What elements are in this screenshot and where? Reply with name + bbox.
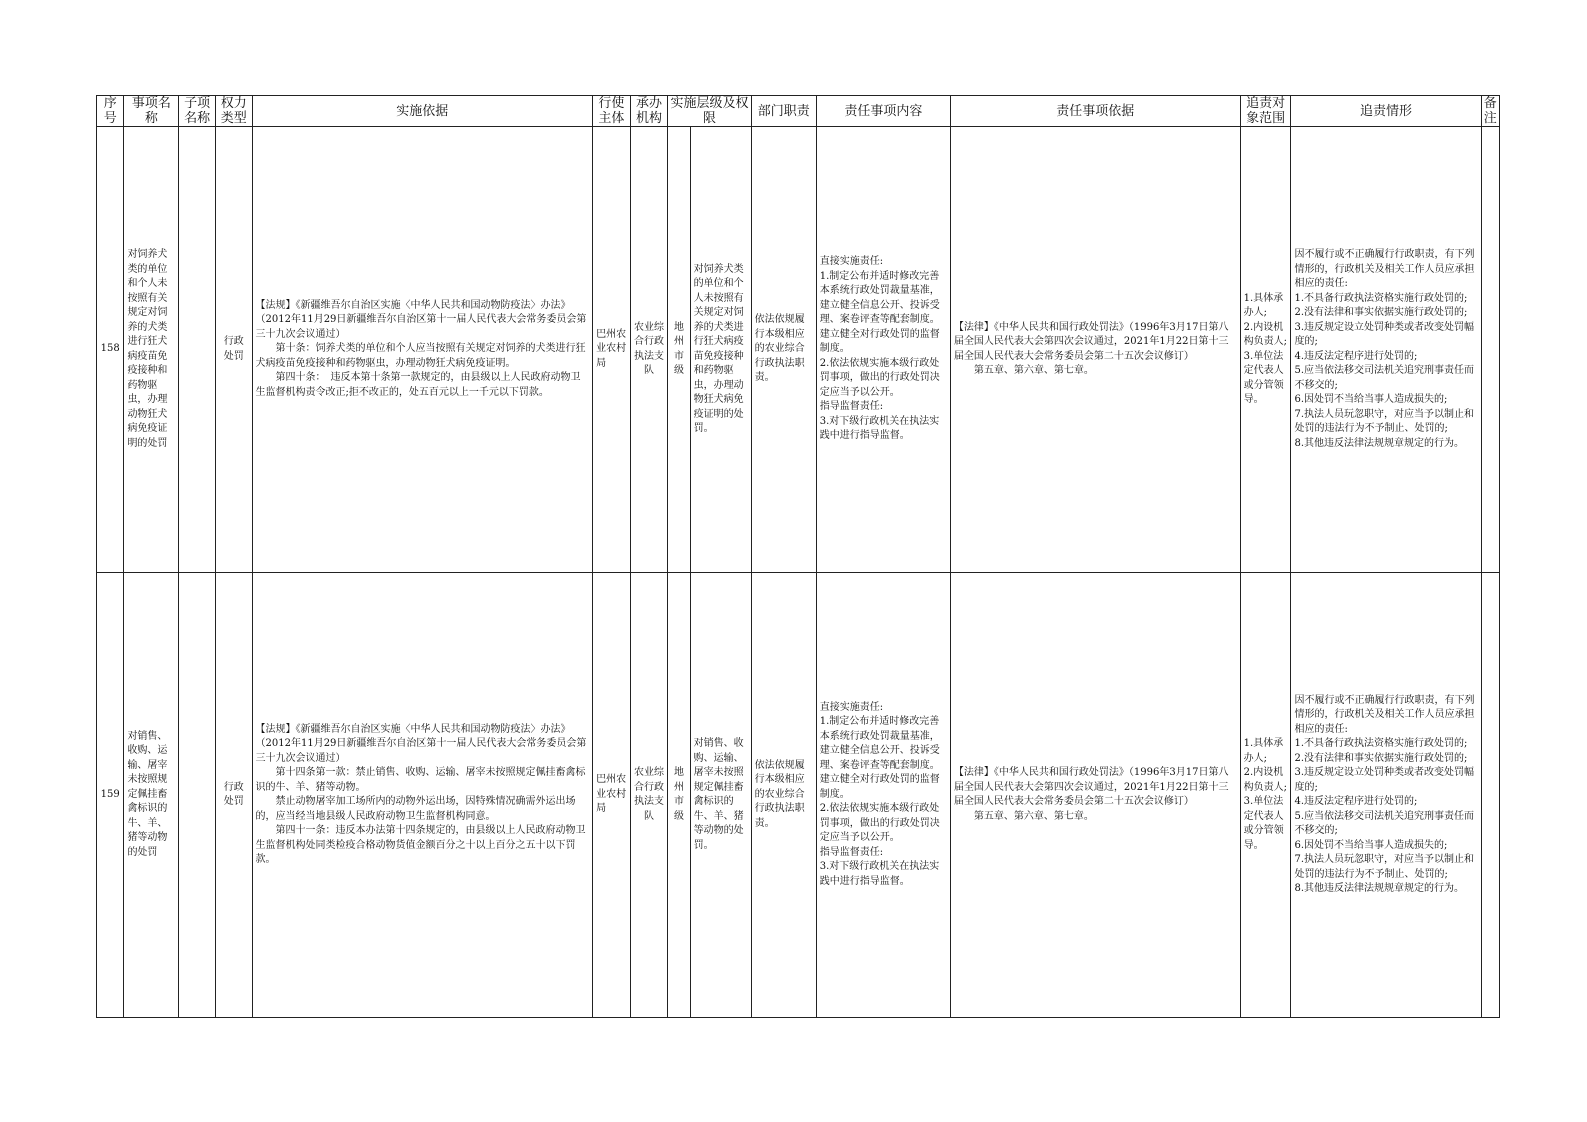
cell-item-name: 对饲养犬类的单位和个人未按照有关规定对饲养的犬类进行狂犬病疫苗免疫接种和药物驱虫，办理动物狂犬病免疫证明的处罚 (124, 127, 179, 573)
cell-item-name: 对销售、收购、运输、屠宰未按照规定佩挂畜禽标识的牛、羊、猪等动物的处罚 (124, 573, 179, 1018)
cell-resp-content: 直接实施责任: 1.制定公布并适时修改完善本系统行政处罚裁量基准，建立健全信息公开、投诉受理、案卷评查等配套制度。建立健全对行政处罚的监督制度。 2.依法依规实施本级行政处罚事项，做出的行政处罚决定应当予以公开。 指导监督责任: 3.对下级行政机关在执法实践中进行指导监督。 (816, 127, 950, 573)
cell-seq: 159 (97, 573, 124, 1018)
header-sub-item: 子项名称 (179, 96, 216, 127)
cell-seq: 158 (97, 127, 124, 573)
header-subject: 行使主体 (593, 96, 631, 127)
cell-subject: 巴州农业农村局 (593, 127, 631, 573)
cell-scope: 1.具体承办人; 2.内设机构负责人; 3.单位法定代表人或分管领导。 (1240, 127, 1291, 573)
header-duty: 部门职责 (751, 96, 816, 127)
header-remark: 备注 (1481, 96, 1499, 127)
cell-duty: 依法依规履行本级相应的农业综合行政执法职责。 (751, 127, 816, 573)
cell-level: 地州市级 (668, 127, 690, 573)
cell-basis: 【法规】《新疆维吾尔自治区实施〈中华人民共和国动物防疫法〉办法》（2012年11月29日新疆维吾尔自治区第十一届人民代表大会常务委员会第三十九次会议通过） 第十条：饲养犬类的单位和个人应当按照有关规定对饲养的犬类进行狂犬病疫苗免疫接种和药物驱虫，办理动物狂犬病免疫证明。 第四十条： 违反本第十条第一款规定的，由县级以上人民政府动物卫生监督机构责令改正;拒不改正的，处五百元以上一千元以下罚款。 (252, 127, 593, 573)
header-item-name: 事项名称 (124, 96, 179, 127)
cell-situation: 因不履行或不正确履行行政职责，有下列情形的，行政机关及相关工作人员应承担相应的责任: 1.不具备行政执法资格实施行政处罚的; 2.没有法律和事实依据实施行政处罚的; 3.违反规定设立处罚种类或者改变处罚幅度的; 4.违反法定程序进行处罚的; 5.应当依法移交司法机关追究刑事责任而不移交的; 6.因处罚不当给当事人造成损失的; 7.执法人员玩忽职守，对应当予以制止和处罚的违法行为不予制止、处罚的; 8.其他违反法律法规规章规定的行为。 (1291, 127, 1481, 573)
header-resp-basis: 责任事项依据 (950, 96, 1240, 127)
cell-subject: 巴州农业农村局 (593, 573, 631, 1018)
table-row (97, 127, 1500, 573)
cell-agency: 农业综合行政执法支队 (630, 127, 668, 573)
header-level: 实施层级及权限 (668, 96, 751, 127)
cell-remark (1481, 127, 1499, 573)
header-basis: 实施依据 (252, 96, 593, 127)
responsibility-table (96, 95, 1500, 1018)
cell-basis: 【法规】《新疆维吾尔自治区实施〈中华人民共和国动物防疫法〉办法》（2012年11月29日新疆维吾尔自治区第十一届人民代表大会常务委员会第三十九次会议通过） 第十四条第一款：禁止销售、收购、运输、屠宰未按照规定佩挂畜禽标识的牛、羊、猪等动物。 禁止动物屠宰加工场所内的动物外运出场，因特殊情况确需外运出场的，应当经当地县级人民政府动物卫生监督机构同意。 第四十一条：违反本办法第十四条规定的，由县级以上人民政府动物卫生监督机构处同类检疫合格动物货值金额百分之十以上百分之五十以下罚款。 (252, 573, 593, 1018)
table-row (97, 573, 1500, 1018)
header-situation: 追责情形 (1291, 96, 1481, 127)
cell-situation: 因不履行或不正确履行行政职责，有下列情形的，行政机关及相关工作人员应承担相应的责任: 1.不具备行政执法资格实施行政处罚的; 2.没有法律和事实依据实施行政处罚的; 3.违反规定设立处罚种类或者改变处罚幅度的; 4.违反法定程序进行处罚的; 5.应当依法移交司法机关追究刑事责任而不移交的; 6.因处罚不当给当事人造成损失的; 7.执法人员玩忽职守，对应当予以制止和处罚的违法行为不予制止、处罚的; 8.其他违反法律法规规章规定的行为。 (1291, 573, 1481, 1018)
cell-resp-content: 直接实施责任: 1.制定公布并适时修改完善本系统行政处罚裁量基准，建立健全信息公开、投诉受理、案卷评查等配套制度。建立健全对行政处罚的监督制度。 2.依法依规实施本级行政处罚事项，做出的行政处罚决定应当予以公开。 指导监督责任: 3.对下级行政机关在执法实践中进行指导监督。 (816, 573, 950, 1018)
header-seq: 序号 (97, 96, 124, 127)
cell-resp-basis: 【法律】《中华人民共和国行政处罚法》（1996年3月17日第八届全国人民代表大会第四次会议通过，2021年1月22日第十三届全国人民代表大会常务委员会第二十五次会议修订） 第五章、第六章、第七章。 (950, 127, 1240, 573)
header-scope: 追责对象范围 (1240, 96, 1291, 127)
cell-level-scope: 对饲养犬类的单位和个人未按照有关规定对饲养的犬类进行狂犬病疫苗免疫接种和药物驱虫，办理动物狂犬病免疫证明的处罚。 (690, 127, 751, 573)
cell-sub-item (179, 127, 216, 573)
header-power-type: 权力类型 (215, 96, 252, 127)
cell-scope: 1.具体承办人; 2.内设机构负责人; 3.单位法定代表人或分管领导。 (1240, 573, 1291, 1018)
cell-remark (1481, 573, 1499, 1018)
cell-resp-basis: 【法律】《中华人民共和国行政处罚法》（1996年3月17日第八届全国人民代表大会第四次会议通过，2021年1月22日第十三届全国人民代表大会常务委员会第二十五次会议修订） 第五章、第六章、第七章。 (950, 573, 1240, 1018)
table-header-row (97, 96, 1500, 127)
cell-level: 地州市级 (668, 573, 690, 1018)
cell-power-type: 行政处罚 (215, 127, 252, 573)
cell-power-type: 行政处罚 (215, 573, 252, 1018)
cell-agency: 农业综合行政执法支队 (630, 573, 668, 1018)
header-resp-content: 责任事项内容 (816, 96, 950, 127)
cell-duty: 依法依规履行本级相应的农业综合行政执法职责。 (751, 573, 816, 1018)
header-agency: 承办机构 (630, 96, 668, 127)
cell-level-scope: 对销售、收购、运输、屠宰未按照规定佩挂畜禽标识的牛、羊、猪等动物的处罚。 (690, 573, 751, 1018)
cell-sub-item (179, 573, 216, 1018)
